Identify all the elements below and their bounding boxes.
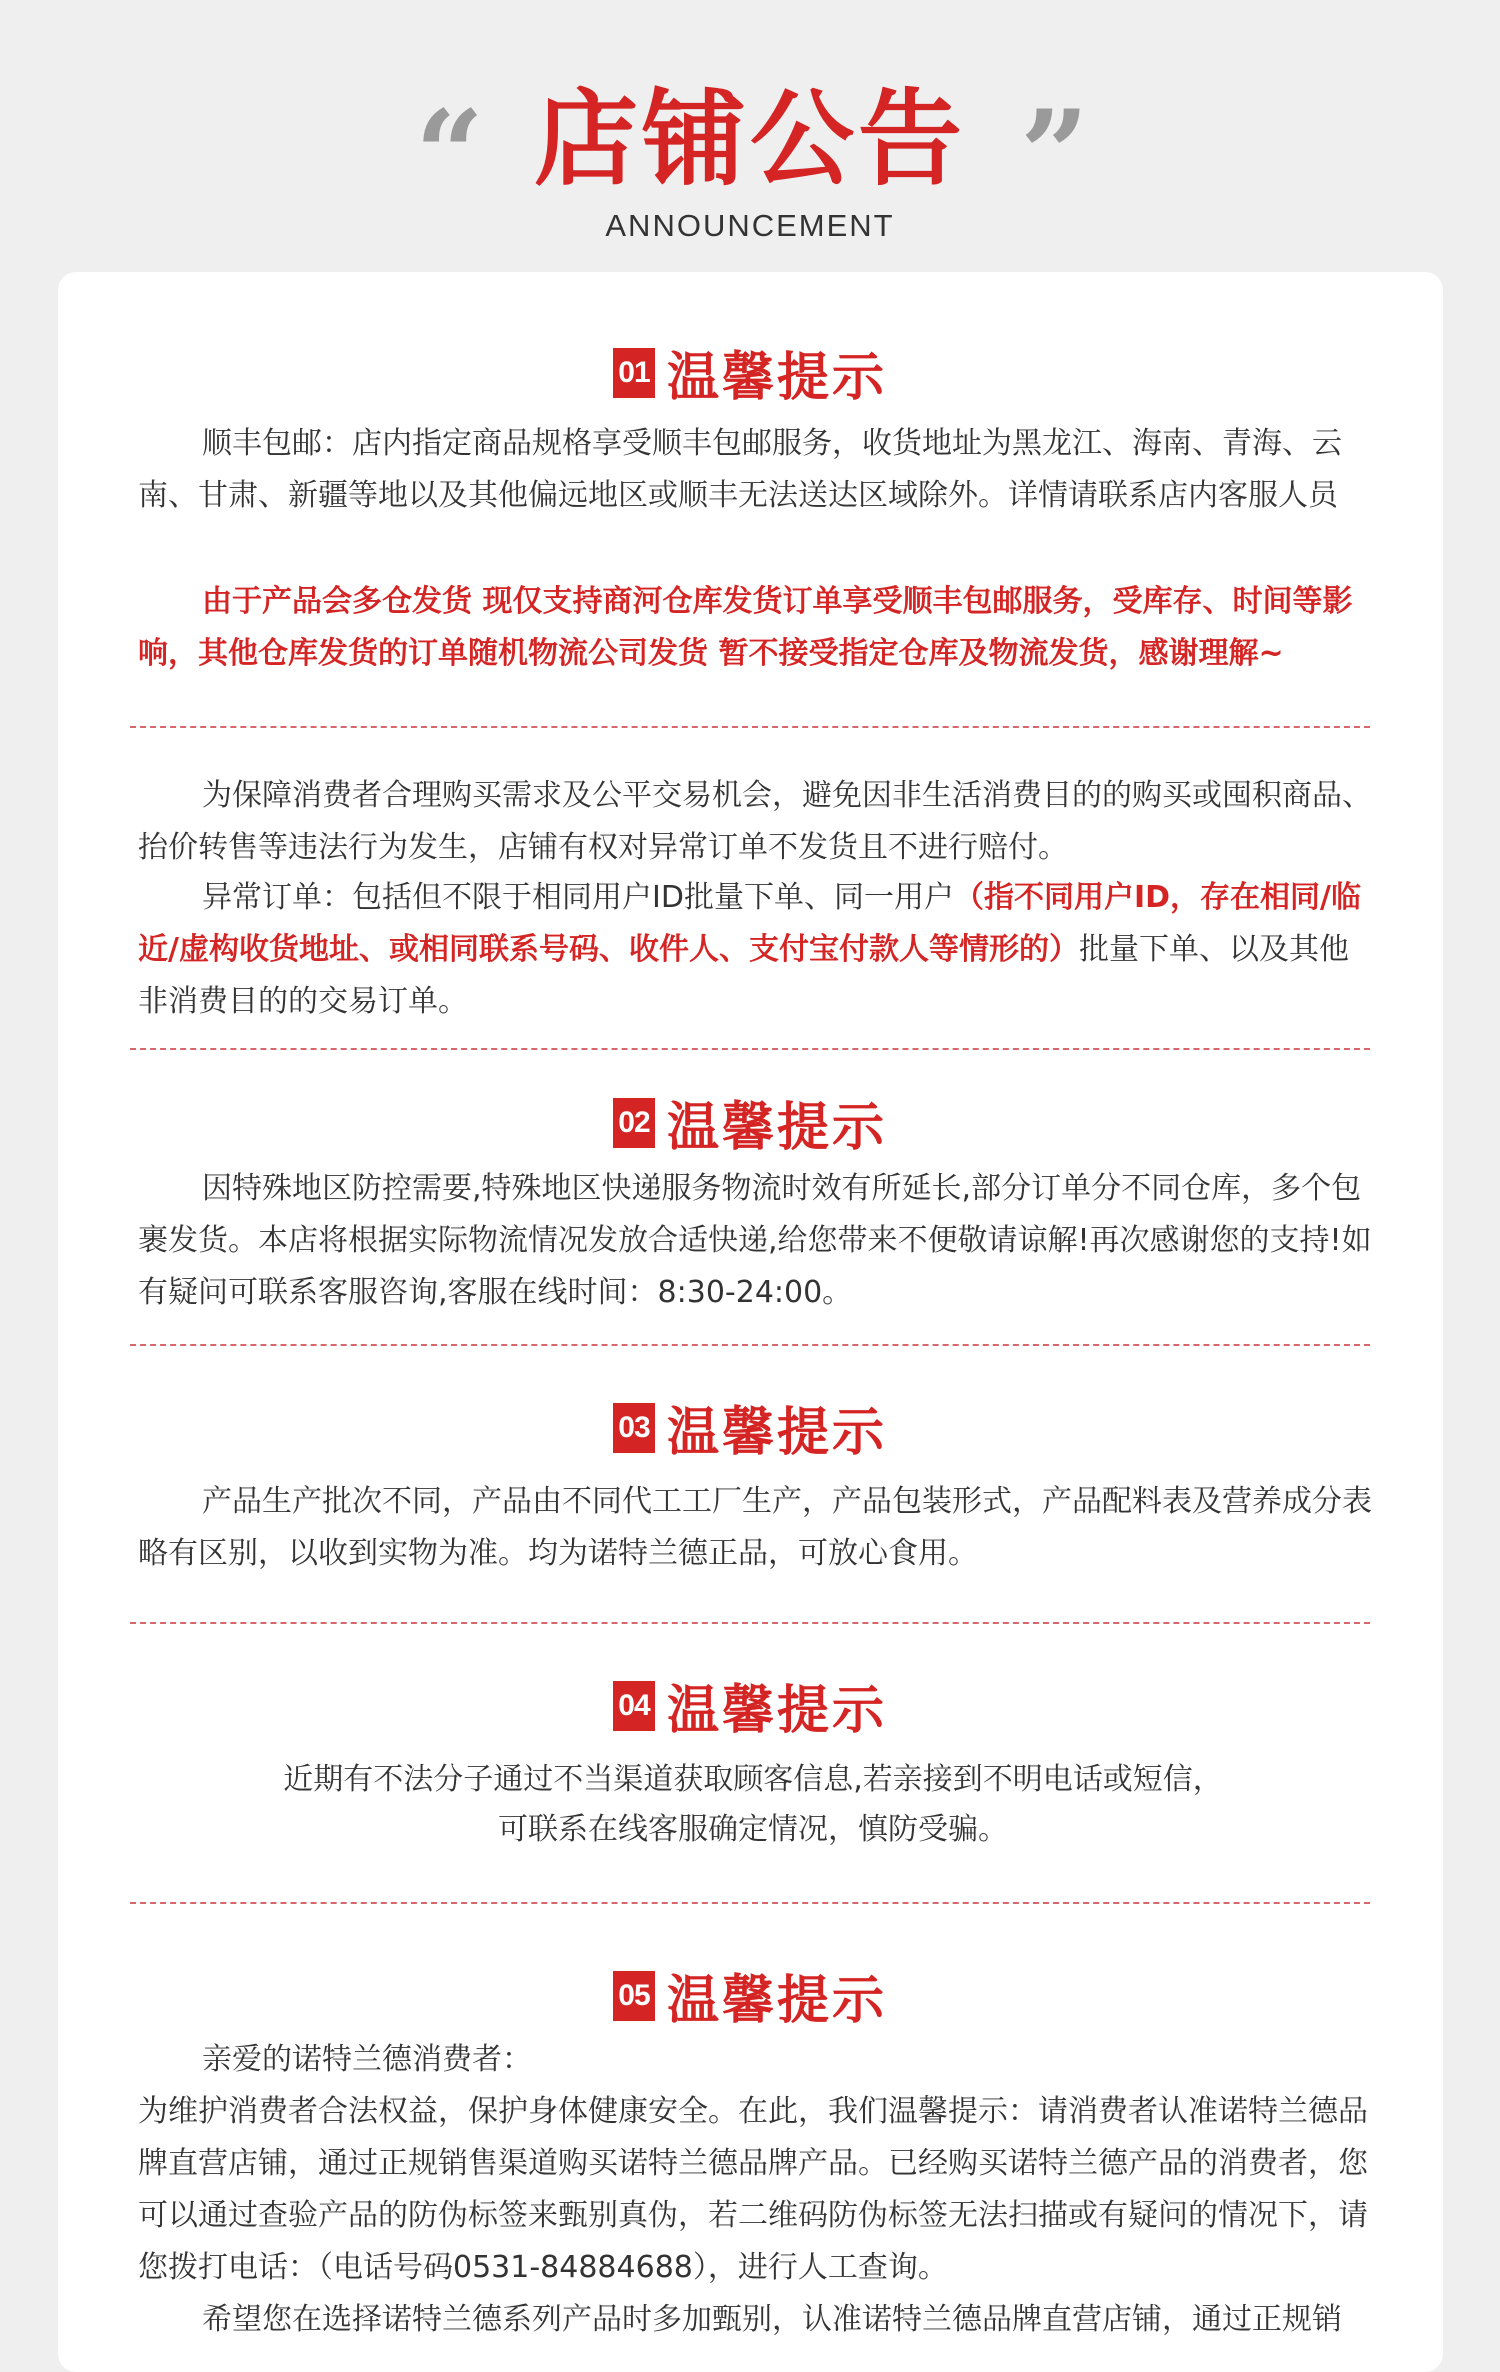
section-number-badge: 03 [613, 1403, 655, 1453]
section-01-title [0, 335, 1500, 410]
section-divider [130, 1622, 1370, 1624]
abnormal-order-highlight: （指不同用户ID，存在相同/临近/虚构收货地址、或相同联系号码、收件人、支付宝付款人等情形的） [138, 880, 1361, 967]
section-04-line1: 近期有不法分子通过不当渠道获取顾客信息,若亲接到不明电话或短信， [283, 1762, 1223, 1797]
abnormal-order-prefix: 异常订单：包括但不限于相同用户ID批量下单、同一用户 [202, 880, 954, 915]
page-title: 店铺公告 [533, 78, 966, 200]
section-01-shipping-text: 顺丰包邮：店内指定商品规格享受顺丰包邮服务，收货地址为黑龙江、海南、青海、云南、甘肃、新疆等地以及其他偏远地区或顺丰无法送达区域除外。详情请联系店内客服人员 [138, 426, 1342, 513]
section-04-line2: 可联系在线客服确定情况，慎防受骗。 [498, 1812, 1008, 1847]
section-02-text: 因特殊地区防控需要,特殊地区快递服务物流时效有所延长,部分订单分不同仓库，多个包裹发货。本店将根据实际物流情况发放合适快递,给您带来不便敬请谅解!再次感谢您的支持!如有疑问可联系客服咨询,客服在线时间：8:30-24:00。 [138, 1171, 1372, 1310]
section-label: 温馨提示 [666, 1681, 887, 1741]
section-label: 温馨提示 [666, 1098, 887, 1158]
section-01-abnormal-order-text [138, 872, 1378, 1028]
section-number-badge: 02 [613, 1098, 655, 1148]
section-02-title [0, 1085, 1500, 1160]
section-divider [130, 1048, 1370, 1050]
section-01-fair-trade-text: 为保障消费者合理购买需求及公平交易机会，避免因非生活消费目的的购买或囤积商品、抬价转售等违法行为发生，店铺有权对异常订单不发货且不进行赔付。 [138, 778, 1372, 865]
page-subtitle: ANNOUNCEMENT [605, 208, 895, 243]
open-quote-icon: “ [415, 84, 485, 225]
section-label: 温馨提示 [666, 1971, 887, 2031]
section-04-title [0, 1668, 1500, 1743]
announcement-header [0, 0, 1500, 260]
section-label: 温馨提示 [666, 348, 887, 408]
section-label: 温馨提示 [666, 1403, 887, 1463]
section-number-badge: 01 [613, 348, 655, 398]
section-divider [130, 726, 1370, 728]
section-01-warehouse-notice: 由于产品会多仓发货 现仅支持商河仓库发货订单享受顺丰包邮服务，受库存、时间等影响，其他仓库发货的订单随机物流公司发货 暂不接受指定仓库及物流发货，感谢理解~ [138, 584, 1353, 671]
section-number-badge: 04 [613, 1681, 655, 1731]
section-05-greeting: 亲爱的诺特兰德消费者： [202, 2042, 532, 2077]
section-number-badge: 05 [613, 1971, 655, 2021]
section-05-text-cut: 希望您在选择诺特兰德系列产品时多加甄别，认准诺特兰德品牌直营店铺，通过正规销 [202, 2302, 1342, 2337]
section-05-title [0, 1958, 1500, 2033]
close-quote-icon: ” [1020, 84, 1090, 225]
section-divider [130, 1344, 1370, 1346]
section-03-text: 产品生产批次不同，产品由不同代工工厂生产，产品包装形式，产品配料表及营养成分表略有区别，以收到实物为准。均为诺特兰德正品，可放心食用。 [138, 1484, 1372, 1571]
section-05-text: 为维护消费者合法权益，保护身体健康安全。在此，我们温馨提示：请消费者认准诺特兰德品牌直营店铺，通过正规销售渠道购买诺特兰德品牌产品。已经购买诺特兰德产品的消费者，您可以通过查验产品的防伪标签来甄别真伪，若二维码防伪标签无法扫描或有疑问的情况下，请您拨打电话：（电话号码0531-84884688），进行人工查询。 [138, 2094, 1368, 2285]
section-divider [130, 1902, 1370, 1904]
section-03-title [0, 1390, 1500, 1465]
abnormal-order-suffix: 批量下单、以及其他非消费目的的交易订单。 [138, 932, 1349, 1019]
